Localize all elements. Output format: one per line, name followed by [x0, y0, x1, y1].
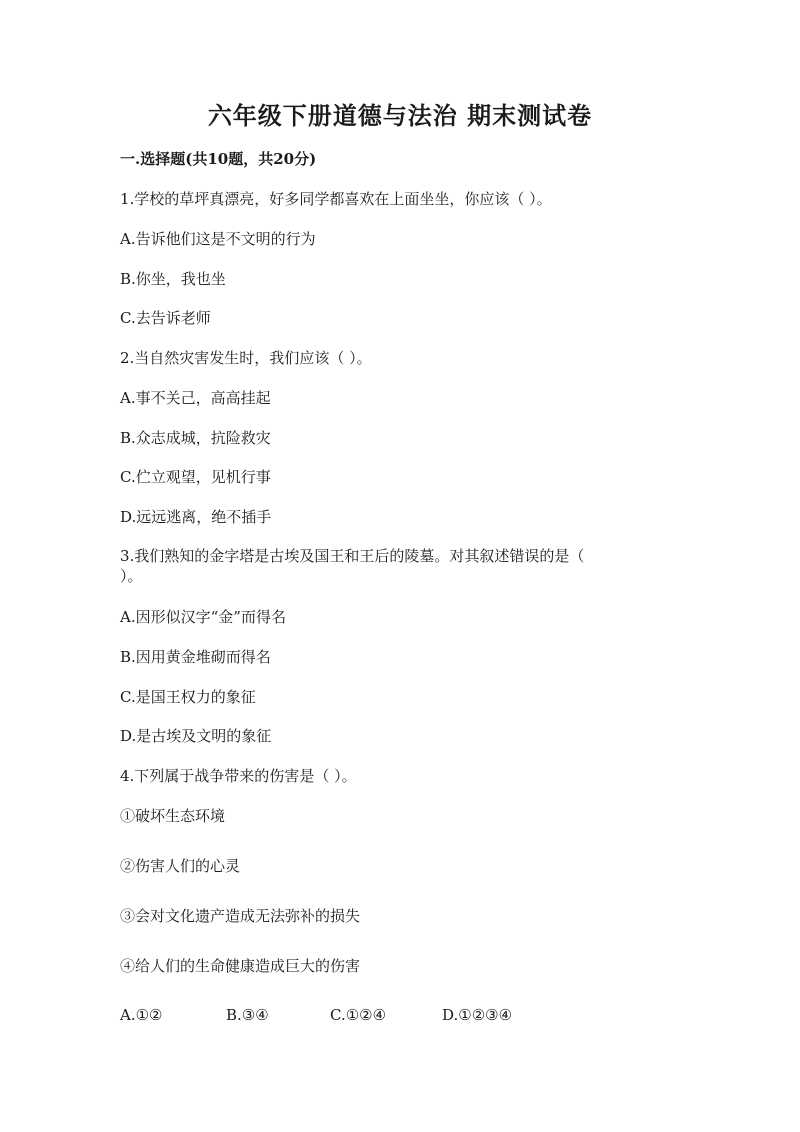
question-3-option-a: A.因形似汉字“金”而得名: [120, 608, 286, 626]
question-3-option-d: D.是古埃及文明的象征: [120, 727, 272, 745]
question-4-option-d: D.①②③④: [442, 1006, 513, 1024]
section-heading: 一.选择题(共10题，共20分): [120, 150, 317, 168]
question-4-statement-3: ③会对文化遗产造成无法弥补的损失: [120, 907, 361, 925]
question-3-option-b: B.因用黄金堆砌而得名: [120, 648, 271, 666]
exam-title: 六年级下册道德与法治 期末测试卷: [207, 101, 593, 130]
question-4-statement-1: ①破坏生态环境: [120, 807, 226, 825]
question-2-option-a: A.事不关己，高高挂起: [120, 389, 271, 407]
question-2-option-b: B.众志成城，抗险救灾: [120, 429, 271, 447]
question-1-option-a: A.告诉他们这是不文明的行为: [120, 230, 316, 248]
question-4-statement-2: ②伤害人们的心灵: [120, 857, 241, 875]
question-4-option-a: A.①②: [120, 1006, 163, 1024]
question-3-stem: 3.我们熟知的金字塔是古埃及国王和王后的陵墓。对其叙述错误的是（ ）。: [120, 547, 585, 585]
question-3-option-c: C.是国王权力的象征: [120, 688, 256, 706]
question-2-stem: 2.当自然灾害发生时，我们应该（ ）。: [120, 349, 372, 367]
question-1-stem: 1.学校的草坪真漂亮，好多同学都喜欢在上面坐坐，你应该（ ）。: [120, 190, 552, 208]
question-4-statement-4: ④给人们的生命健康造成巨大的伤害: [120, 957, 361, 975]
question-4-stem: 4.下列属于战争带来的伤害是（ ）。: [120, 767, 357, 785]
question-2-option-c: C.伫立观望，见机行事: [120, 468, 271, 486]
question-1-option-b: B.你坐，我也坐: [120, 270, 226, 288]
question-4-option-c: C.①②④: [330, 1006, 387, 1024]
question-2-option-d: D.远远逃离，绝不插手: [120, 508, 272, 526]
question-4-option-b: B.③④: [226, 1006, 269, 1024]
question-1-option-c: C.去告诉老师: [120, 309, 211, 327]
